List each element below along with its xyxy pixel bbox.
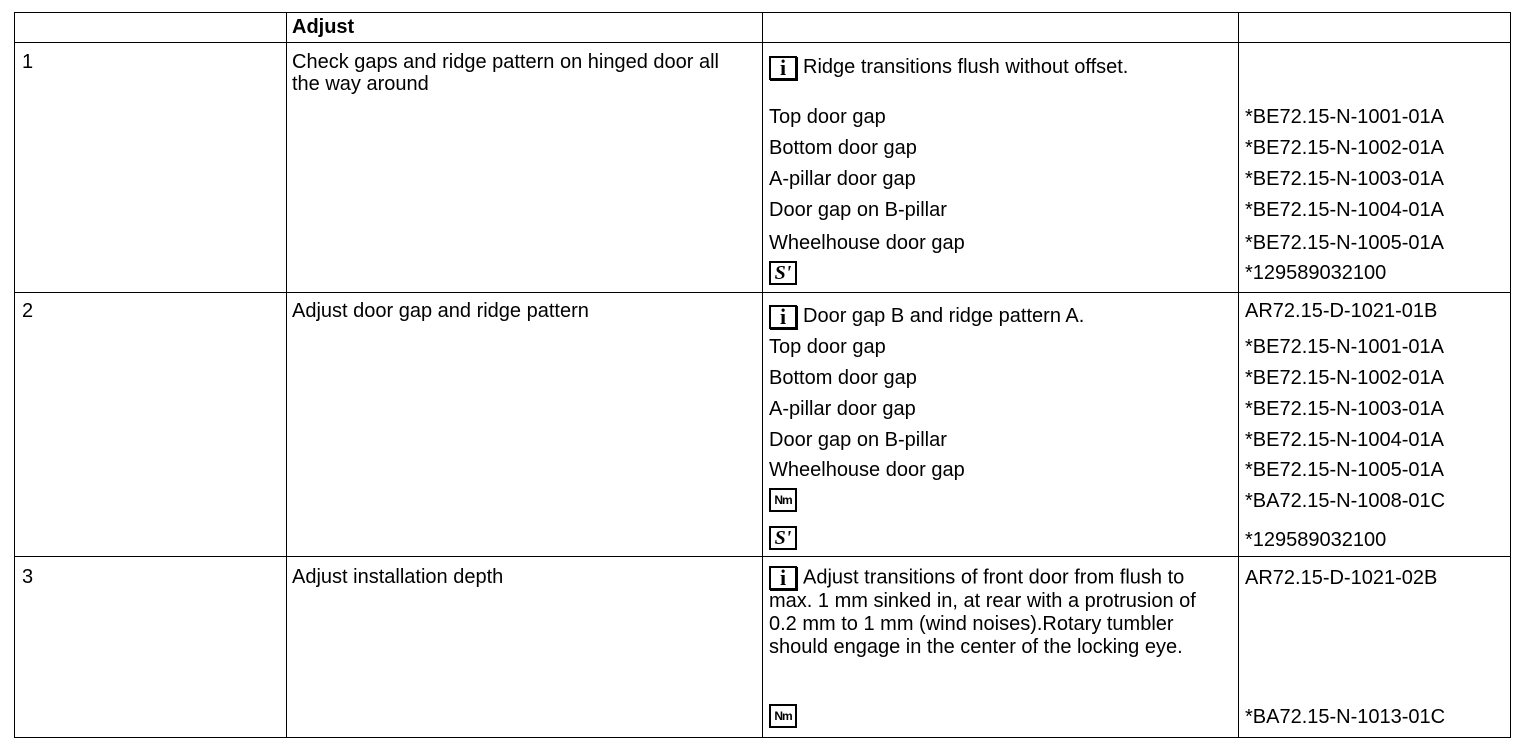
row-3-torque-ref: *BA72.15-N-1013-01C bbox=[1245, 706, 1446, 728]
row-2-note bbox=[769, 303, 1084, 329]
special-tool-icon: S' bbox=[769, 526, 797, 550]
row-1-note bbox=[769, 54, 1128, 80]
row-1-number: 1 bbox=[22, 51, 34, 73]
row-1-item-label: Top door gap bbox=[769, 106, 886, 128]
row-2-item-label: Top door gap bbox=[769, 336, 886, 358]
row-2-note-ref: AR72.15-D-1021-01B bbox=[1245, 300, 1438, 322]
row-2-item-label: Wheelhouse door gap bbox=[769, 459, 965, 481]
torque-icon: Nm bbox=[769, 704, 797, 728]
row-1-item-label: Door gap on B-pillar bbox=[769, 199, 947, 221]
info-icon: i bbox=[769, 305, 797, 329]
row-2-item-ref: *BE72.15-N-1004-01A bbox=[1245, 429, 1445, 451]
row-3-note-ref: AR72.15-D-1021-02B bbox=[1245, 567, 1438, 589]
row-2-tool-ref: *129589032100 bbox=[1245, 529, 1387, 551]
torque-icon: Nm bbox=[769, 488, 797, 512]
table-border-right bbox=[1510, 12, 1511, 738]
row-1-item-ref: *BE72.15-N-1003-01A bbox=[1245, 168, 1445, 190]
row-2-description: Adjust door gap and ridge pattern bbox=[292, 300, 589, 322]
row-3-note-text: Adjust transitions of front door from flush to max. 1 mm sinked in, at rear with a protrusion of 0.2 mm to 1 mm (wind noises).Rotary tumbler should engage in the center of the locking eye. bbox=[769, 566, 1196, 658]
row-1-item-label: Bottom door gap bbox=[769, 137, 917, 159]
column-divider-3 bbox=[1238, 12, 1239, 738]
row-2-item-ref: *BE72.15-N-1005-01A bbox=[1245, 459, 1445, 481]
special-tool-icon: S' bbox=[769, 261, 797, 285]
row-2-item-ref: *BE72.15-N-1002-01A bbox=[1245, 367, 1445, 389]
row-1-tool-ref: *129589032100 bbox=[1245, 262, 1387, 284]
row-1-item-label: Wheelhouse door gap bbox=[769, 232, 965, 254]
row-2-torque-ref: *BA72.15-N-1008-01C bbox=[1245, 490, 1446, 512]
row-2-number: 2 bbox=[22, 300, 34, 322]
row-1-description: Check gaps and ridge pattern on hinged door all the way around bbox=[292, 51, 719, 95]
row-2-item-label: A-pillar door gap bbox=[769, 398, 916, 420]
row-1-note-text: Ridge transitions flush without offset. bbox=[803, 56, 1129, 78]
row-1-item-ref: *BE72.15-N-1005-01A bbox=[1245, 232, 1445, 254]
row-3-number: 3 bbox=[22, 566, 34, 588]
row-2-item-ref: *BE72.15-N-1001-01A bbox=[1245, 336, 1445, 358]
row-1-item-ref: *BE72.15-N-1002-01A bbox=[1245, 137, 1445, 159]
header-adjust: Adjust bbox=[292, 16, 355, 38]
row-2-note-text: Door gap B and ridge pattern A. bbox=[803, 305, 1085, 327]
column-divider-1 bbox=[286, 12, 287, 738]
row-3-description: Adjust installation depth bbox=[292, 566, 504, 588]
column-divider-2 bbox=[762, 12, 763, 738]
row-1-item-ref: *BE72.15-N-1001-01A bbox=[1245, 106, 1445, 128]
row-3-note bbox=[769, 566, 1219, 659]
row-2-item-label: Bottom door gap bbox=[769, 367, 917, 389]
row-2-item-label: Door gap on B-pillar bbox=[769, 429, 947, 451]
table-border-left bbox=[14, 12, 15, 738]
row-1-item-ref: *BE72.15-N-1004-01A bbox=[1245, 199, 1445, 221]
row-2-item-ref: *BE72.15-N-1003-01A bbox=[1245, 398, 1445, 420]
row-1-item-label: A-pillar door gap bbox=[769, 168, 916, 190]
info-icon: i bbox=[769, 566, 797, 590]
info-icon: i bbox=[769, 56, 797, 80]
